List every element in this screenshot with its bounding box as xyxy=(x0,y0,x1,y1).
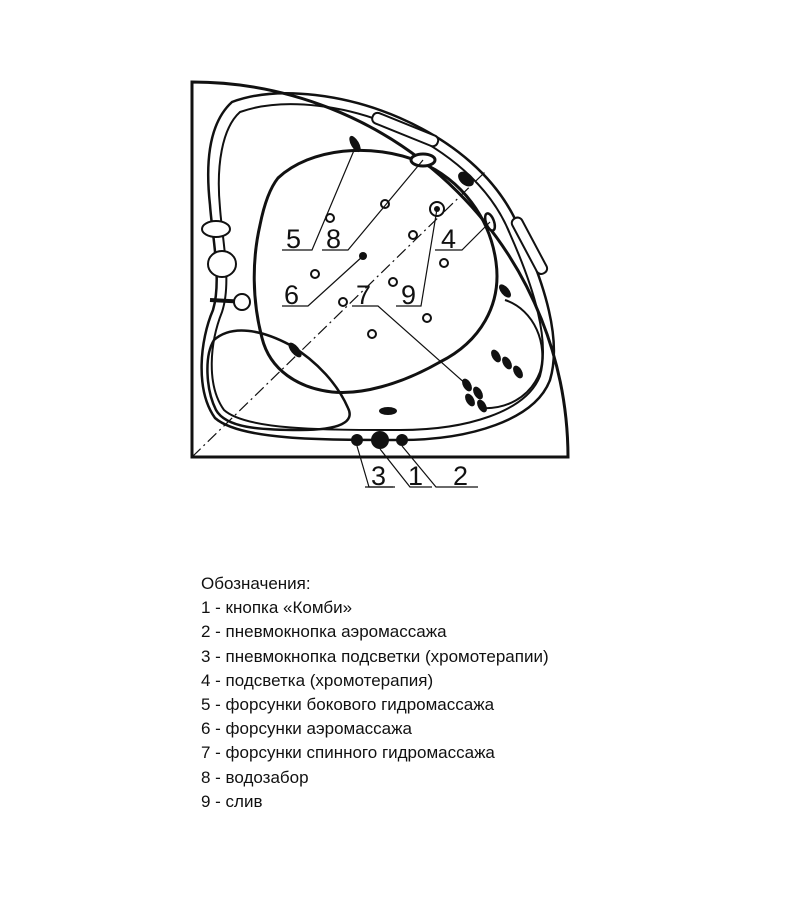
callout-3: 3 xyxy=(371,461,387,491)
bathtub-outer-outline xyxy=(192,82,568,457)
mixer-cap-top xyxy=(202,221,230,237)
rim-light xyxy=(497,282,513,299)
bathtub-inner-rim-inner xyxy=(212,104,543,430)
mixer-body xyxy=(208,251,236,277)
legend-item: 3 - пневмокнопка подсветки (хромотерапии) xyxy=(201,646,549,666)
bathtub-basin xyxy=(254,150,497,392)
button-1-combi xyxy=(371,431,389,449)
callout-4: 4 xyxy=(441,224,457,254)
callout-2: 2 xyxy=(453,461,469,491)
legend-item: 2 - пневмокнопка аэромассажа xyxy=(201,622,447,642)
callout-6: 6 xyxy=(284,280,300,310)
rim-light xyxy=(379,407,397,415)
callout-1: 1 xyxy=(408,461,424,491)
legend-item: 8 - водозабор xyxy=(201,767,309,787)
callout-7: 7 xyxy=(356,280,372,310)
spout-knob xyxy=(234,294,250,310)
button-3 xyxy=(351,434,363,446)
bathtub-headrest xyxy=(480,300,542,408)
callout-9: 9 xyxy=(401,280,417,310)
legend-item: 1 - кнопка «Комби» xyxy=(201,598,353,618)
callout-5: 5 xyxy=(286,224,302,254)
legend-item: 6 - форсунки аэромассажа xyxy=(201,719,412,739)
legend-item: 5 - форсунки бокового гидромассажа xyxy=(201,695,495,715)
legend-title: Обозначения: xyxy=(201,574,311,593)
legend-item: 4 - подсветка (хромотерапия) xyxy=(201,670,434,690)
button-2 xyxy=(396,434,408,446)
legend-item: 9 - слив xyxy=(201,791,263,811)
callout-8: 8 xyxy=(326,224,342,254)
legend-item: 7 - форсунки спинного гидромассажа xyxy=(201,743,495,763)
bathtub-seat xyxy=(207,331,349,430)
top-grab-handle xyxy=(371,111,440,147)
legend xyxy=(201,572,549,814)
